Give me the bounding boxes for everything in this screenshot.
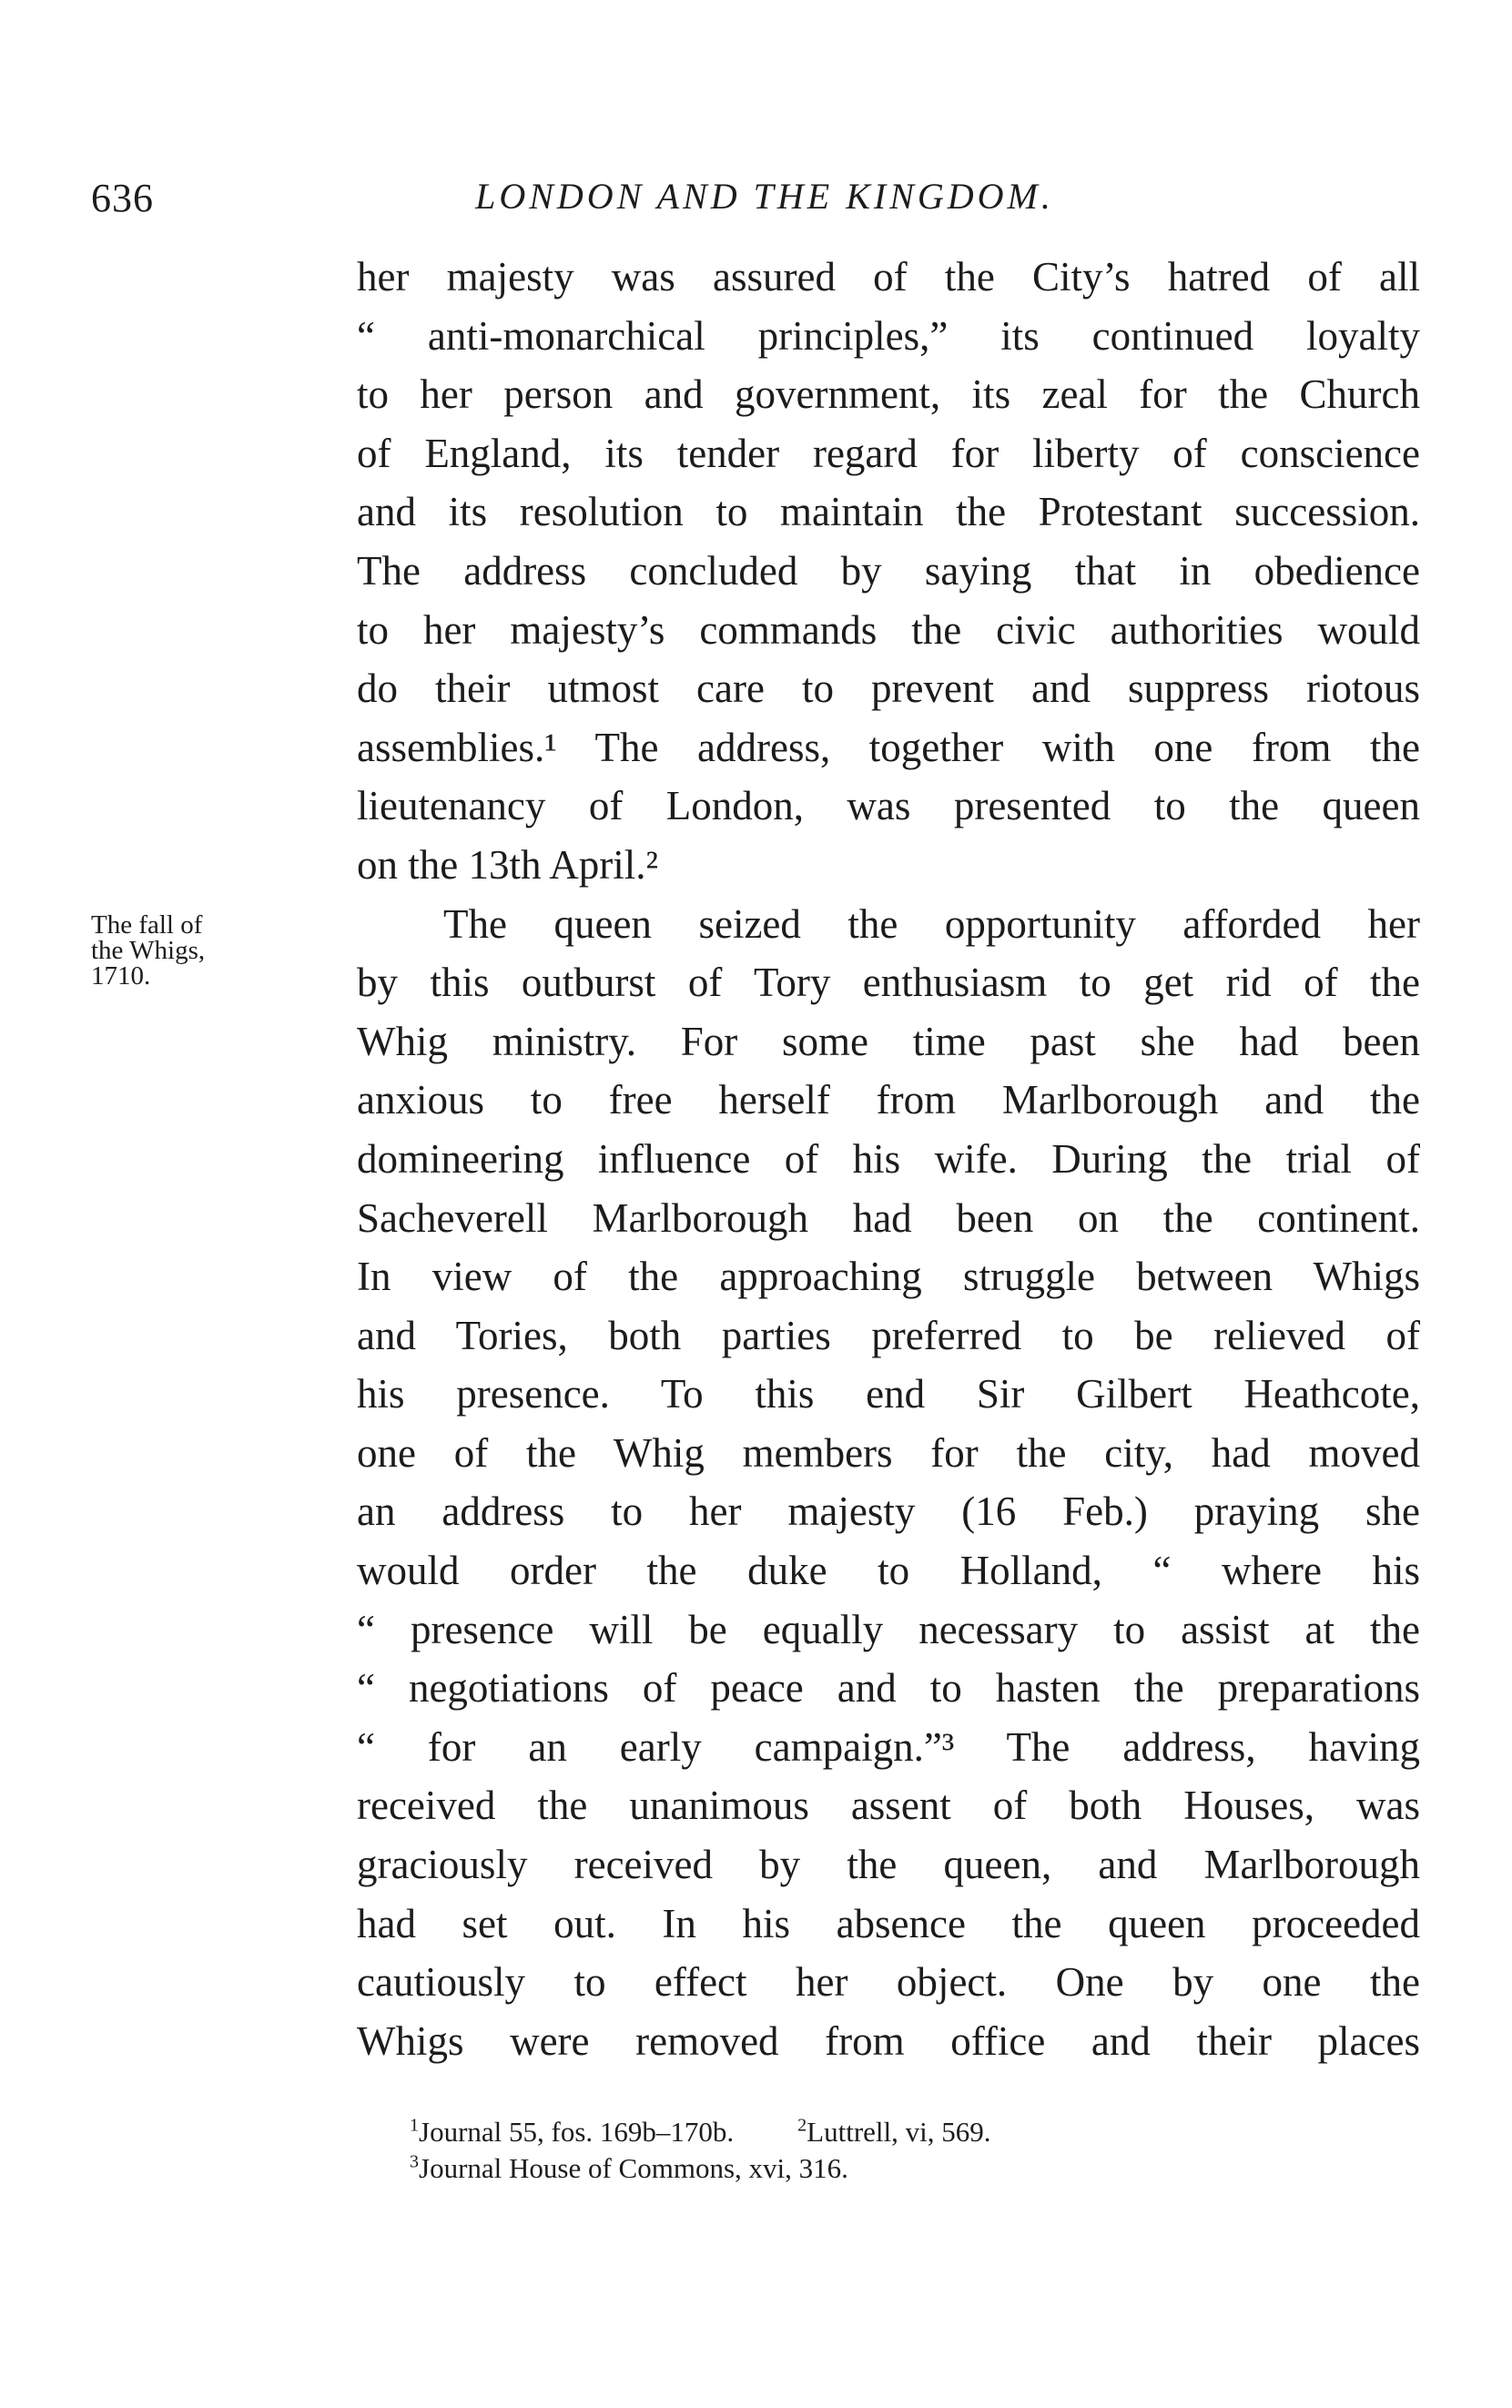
- text-line: lieutenancy of London, was presented to the queen: [357, 783, 1420, 829]
- text-line: by this outburst of Tory enthusiasm to get rid of the: [357, 960, 1420, 1006]
- footnote-text: Journal House of Commons, xvi, 316.: [419, 2152, 848, 2184]
- text-line: “ negotiations of peace and to hasten the preparations: [357, 1665, 1420, 1712]
- text-line: “ presence will be equally necessary to assist at the: [357, 1606, 1420, 1652]
- text-line: “ for an early campaign.”³ The address, having: [357, 1723, 1420, 1770]
- text-line: Whig ministry. For some time past she had been: [357, 1018, 1420, 1064]
- footnote-marker: 2: [797, 2115, 807, 2136]
- text-line: to her person and government, its zeal for the Church: [357, 371, 1420, 418]
- footnote-marker: 3: [410, 2151, 419, 2172]
- sidenote: [91, 912, 319, 989]
- text-line: received the unanimous assent of both Houses, was: [357, 1783, 1420, 1829]
- text-line: “ anti-monarchical principles,” its continued loyalty: [357, 312, 1420, 359]
- text-line: her majesty was assured of the City’s hatred of all: [357, 254, 1420, 300]
- footnotes: [410, 2114, 1229, 2187]
- text-line: do their utmost care to prevent and suppress riotous: [357, 666, 1420, 712]
- text-line: his presence. To this end Sir Gilbert Heathcote,: [357, 1371, 1420, 1417]
- footnote-line: [410, 2114, 1229, 2150]
- text-line: one of the Whig members for the city, had moved: [357, 1429, 1420, 1476]
- footnote-marker: 1: [410, 2115, 419, 2136]
- text-line: and its resolution to maintain the Protestant succession.: [357, 489, 1420, 535]
- footnote-text: Journal 55, fos. 169b–170b.: [419, 2116, 735, 2148]
- running-title: LONDON AND THE KINGDOM.: [475, 176, 1054, 217]
- text-line: graciously received by the queen, and Marlborough: [357, 1842, 1420, 1888]
- text-line: assemblies.¹ The address, together with one from the: [357, 724, 1420, 770]
- text-line: of England, its tender regard for liberty of conscience: [357, 430, 1420, 476]
- text-line: Sacheverell Marlborough had been on the continent.: [357, 1194, 1420, 1241]
- sidenote-line: The fall of: [91, 910, 203, 940]
- page-number: 636: [91, 176, 154, 220]
- footnote-text: Luttrell, vi, 569.: [807, 2116, 991, 2148]
- text-line: had set out. In his absence the queen proceeded: [357, 1900, 1420, 1946]
- body-text: [357, 248, 1420, 2070]
- text-line: In view of the approaching struggle between Whigs: [357, 1254, 1420, 1300]
- sidenote-line: 1710.: [91, 961, 151, 991]
- text-line: and Tories, both parties preferred to be relieved of: [357, 1312, 1420, 1358]
- text-line: domineering influence of his wife. During the trial of: [357, 1135, 1420, 1182]
- text-line: to her majesty’s commands the civic authorities would: [357, 606, 1420, 653]
- text-line: The queen seized the opportunity afforded her: [443, 900, 1420, 947]
- text-line: cautiously to effect her object. One by one the: [357, 1959, 1420, 2006]
- text-line: on the 13th April.²: [357, 841, 658, 888]
- footnote-line: [410, 2150, 1229, 2187]
- sidenote-line: the Whigs,: [91, 936, 206, 965]
- text-line: Whigs were removed from office and their places: [357, 2017, 1420, 2064]
- text-line: an address to her majesty (16 Feb.) praying she: [357, 1488, 1420, 1535]
- text-line: anxious to free herself from Marlborough and the: [357, 1077, 1420, 1123]
- text-line: would order the duke to Holland, “ where his: [357, 1548, 1420, 1594]
- text-line: The address concluded by saying that in obedience: [357, 547, 1420, 594]
